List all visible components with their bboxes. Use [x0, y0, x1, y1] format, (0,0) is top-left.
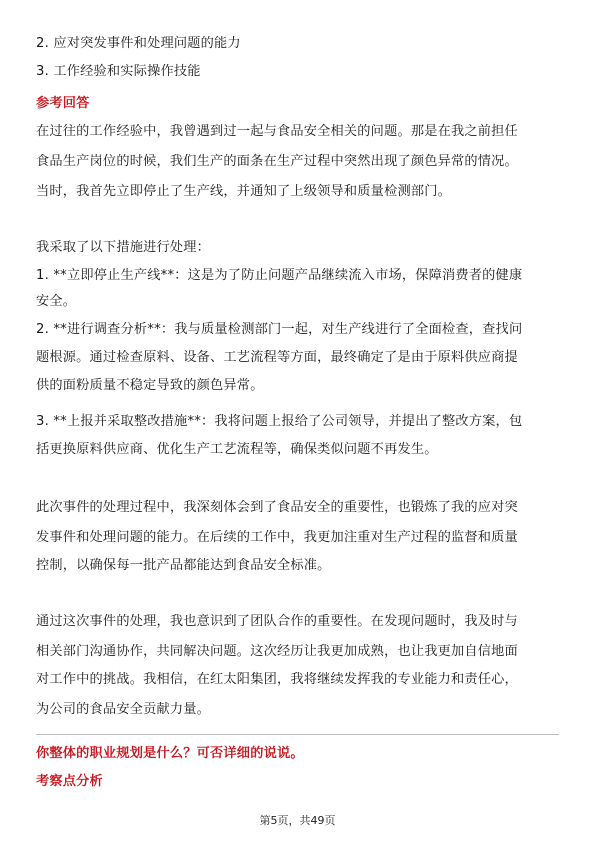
paragraph-line: 对工作中的挑战。我相信，在红太阳集团，我将继续发挥我的专业能力和责任心，: [36, 672, 518, 687]
paragraph-line: 发事件和处理问题的能力。在后续的工作中，我更加注重对生产过程的监督和质量: [36, 530, 518, 545]
paragraph-line: 当时，我首先立即停止了生产线，并通知了上级领导和质量检测部门。: [36, 184, 452, 199]
paragraph-line: 为公司的食品安全贡献力量。: [36, 702, 211, 717]
measures-intro: 我采取了以下措施进行处理：: [36, 240, 211, 255]
section-divider: [36, 734, 559, 735]
paragraph-line: 通过这次事件的处理，我也意识到了团队合作的重要性。在发现问题时，我及时与: [36, 614, 518, 629]
paragraph-line: 食品生产岗位的时候，我们生产的面条在生产过程中突然出现了颜色异常的情况。: [36, 154, 518, 169]
list-item: 1. **立即停止生产线**：这是为了防止问题产品继续流入市场，保障消费者的健康: [36, 268, 523, 283]
paragraph-line: 在过往的工作经验中，我曾遇到过一起与食品安全相关的问题。那是在我之前担任: [36, 124, 518, 139]
list-item: 2. 应对突发事件和处理问题的能力: [36, 36, 241, 51]
question-heading: 你整体的职业规划是什么？可否详细的说说。: [36, 746, 304, 761]
analysis-heading: 考察点分析: [36, 774, 103, 789]
list-item: 3. **上报并采取整改措施**：我将问题上报给了公司领导，并提出了整改方案，包: [36, 414, 523, 429]
list-item: 括更换原料供应商、优化生产工艺流程等，确保类似问题不再发生。: [36, 442, 438, 457]
paragraph-line: 控制，以确保每一批产品都能达到食品安全标准。: [36, 558, 331, 573]
list-item: 安全。: [36, 294, 77, 309]
list-item: 2. **进行调查分析**：我与质量检测部门一起，对生产线进行了全面检查，查找问: [36, 322, 523, 337]
list-item: 供的面粉质量不稳定导致的颜色异常。: [36, 378, 264, 393]
answer-heading: 参考回答: [36, 96, 90, 111]
list-item: 3. 工作经验和实际操作技能: [36, 64, 201, 79]
paragraph-line: 此次事件的处理过程中，我深刻体会到了食品安全的重要性，也锻炼了我的应对突: [36, 500, 518, 515]
list-item: 题根源。通过检查原料、设备、工艺流程等方面，最终确定了是由于原料供应商提: [36, 350, 518, 365]
page-number: 第5页，共49页: [259, 814, 336, 827]
paragraph-line: 相关部门沟通协作，共同解决问题。这次经历让我更加成熟，也让我更加自信地面: [36, 644, 518, 659]
